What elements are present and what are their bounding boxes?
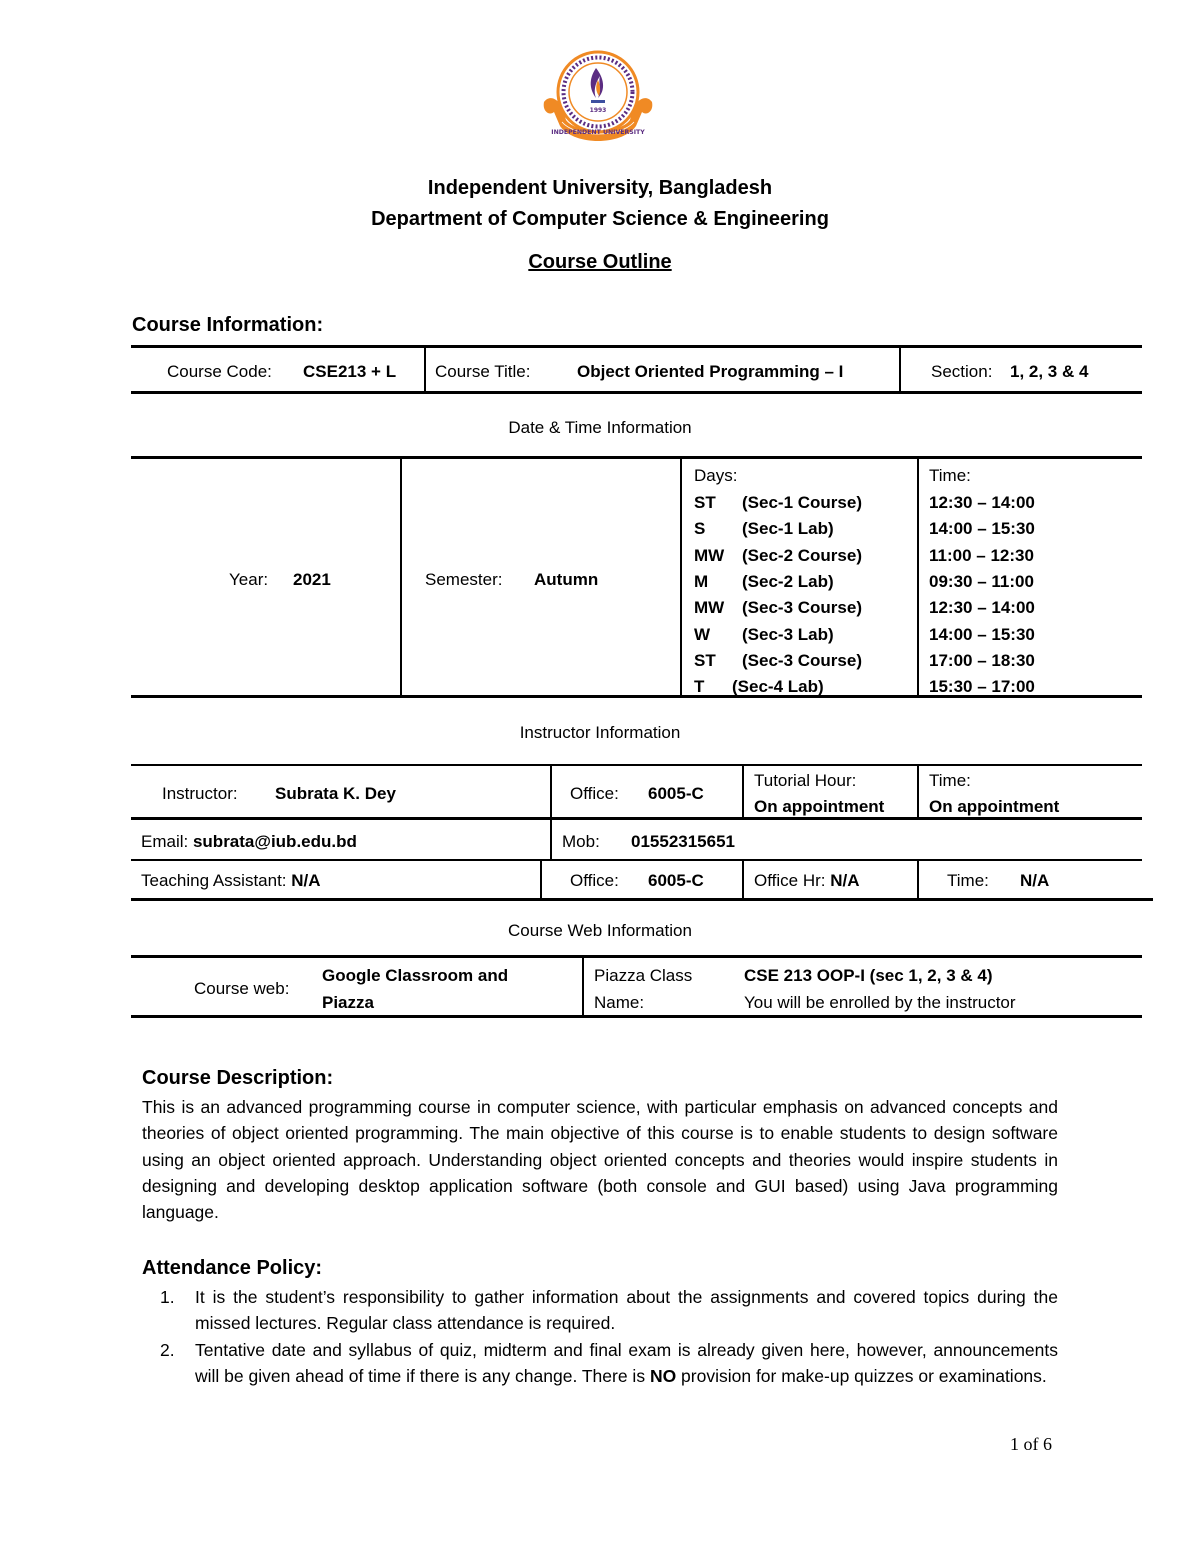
- course-title-value: Object Oriented Programming – I: [577, 362, 844, 381]
- university-name: Independent University, Bangladesh: [427, 177, 773, 199]
- ta-time-label: Time:: [947, 871, 989, 890]
- instructor-time-label: Time:: [929, 771, 971, 790]
- schedule-days: ST: [694, 493, 716, 512]
- instructor-time-value: On appointment: [929, 797, 1060, 816]
- schedule-time: 12:30 – 14:00: [929, 598, 1035, 618]
- ta-value: N/A: [291, 871, 321, 890]
- schedule-section: (Sec-1 Lab): [742, 519, 834, 539]
- instructor-heading: Instructor Information: [519, 723, 681, 742]
- course-description-heading: Course Description:: [142, 1067, 334, 1089]
- attendance-item-2-before: Tentative date and syllabus of quiz, midterm and final exam is already given here, however, announcements will be given ahead of time if there is any change. There is: [195, 1340, 1058, 1387]
- office-label: Office:: [570, 784, 619, 803]
- semester-label: Semester:: [425, 570, 503, 589]
- schedule-days: MW: [694, 545, 725, 565]
- ta-office-label: Office:: [570, 871, 619, 890]
- email-row: [141, 832, 357, 852]
- schedule-days: T: [694, 677, 705, 697]
- ta-time-value: N/A: [1020, 871, 1050, 890]
- schedule-days: S: [694, 519, 706, 539]
- schedule-section: (Sec-3 Lab): [742, 624, 834, 644]
- datetime-heading: Date & Time Information: [508, 418, 692, 437]
- schedule-time: 15:30 – 17:00: [929, 677, 1035, 697]
- instructor-name: Subrata K. Dey: [275, 784, 396, 803]
- course-web-value-line1[interactable]: Google Classroom and: [322, 966, 509, 985]
- ta-row: [141, 871, 321, 891]
- university-logo: [536, 50, 660, 146]
- schedule-section: (Sec-3 Course): [742, 650, 862, 670]
- attendance-item-1-num: 1.: [160, 1287, 175, 1307]
- attendance-item-2-text: [195, 1337, 1058, 1390]
- ta-label: Teaching Assistant:: [141, 871, 287, 890]
- mob-label: Mob:: [562, 832, 600, 851]
- document-title: Course Outline: [528, 251, 672, 273]
- course-code-label: Course Code:: [167, 362, 272, 381]
- course-info-heading: Course Information:: [132, 314, 324, 336]
- schedule-days: ST: [694, 650, 716, 670]
- schedule-time: 17:00 – 18:30: [929, 650, 1035, 670]
- piazza-enroll-note: You will be enrolled by the instructor: [744, 993, 1016, 1012]
- course-code-value: CSE213 + L: [303, 362, 397, 381]
- course-web-value-line2[interactable]: Piazza: [322, 993, 374, 1012]
- email-value[interactable]: subrata@iub.edu.bd: [192, 832, 357, 851]
- attendance-item-1-text: It is the student’s responsibility to gather information about the assignments and covered topics during the missed lectures. Regular class attendance is required.: [195, 1287, 1058, 1334]
- year-value: 2021: [293, 570, 331, 589]
- course-web-heading: Course Web Information: [508, 921, 692, 940]
- piazza-label-line2: Name:: [594, 993, 645, 1012]
- schedule-section: (Sec-3 Course): [742, 598, 862, 618]
- piazza-class-value[interactable]: CSE 213 OOP-I (sec 1, 2, 3 & 4): [744, 966, 993, 985]
- year-label: Year:: [229, 570, 269, 589]
- schedule-section: (Sec-1 Course): [742, 493, 862, 512]
- office-hr-value: N/A: [830, 871, 860, 890]
- course-web-label: Course web:: [194, 979, 290, 998]
- mob-value: 01552315651: [631, 832, 736, 851]
- logo-banner-text: INDEPENDENT UNIVERSITY: [551, 129, 645, 136]
- time-label: Time:: [929, 466, 971, 485]
- office-hr-row: [754, 871, 860, 891]
- days-label: Days:: [694, 466, 738, 485]
- piazza-label-line1: Piazza Class: [594, 966, 693, 985]
- section-label: Section:: [931, 362, 993, 381]
- office-hr-label: Office Hr:: [754, 871, 826, 890]
- schedule-section: (Sec-2 Lab): [742, 571, 834, 591]
- schedule-time: 09:30 – 11:00: [929, 571, 1034, 591]
- logo-emblem-icon: [536, 50, 660, 146]
- schedule-days: W: [694, 624, 711, 644]
- attendance-item-2-num: 2.: [160, 1340, 175, 1360]
- instructor-label: Instructor:: [162, 784, 238, 803]
- logo-year: 1993: [589, 107, 607, 114]
- schedule-days: MW: [694, 598, 725, 618]
- section-value: 1, 2, 3 & 4: [1010, 362, 1089, 381]
- schedule-section: (Sec-4 Lab): [732, 677, 824, 697]
- tutorial-hour-label: Tutorial Hour:: [754, 771, 857, 790]
- attendance-item-2-emphasis: NO: [649, 1366, 677, 1387]
- office-value: 6005-C: [648, 784, 704, 803]
- semester-value: Autumn: [534, 570, 599, 589]
- schedule-time: 12:30 – 14:00: [929, 493, 1035, 512]
- course-description-text: This is an advanced programming course in computer science, with particular emphasis on advanced concepts and theories of object oriented programming. The main objective of this course is to enable students to design software using an object oriented approach. Understanding object oriented concepts and theories would inspire students in designing and developing desktop application software (both console and GUI based) using Java programming language.: [142, 1097, 1058, 1223]
- course-title-label: Course Title:: [435, 362, 531, 381]
- page-number: 1 of 6: [1010, 1434, 1052, 1454]
- department-name: Department of Computer Science & Engineering: [371, 208, 829, 230]
- schedule-time: 14:00 – 15:30: [929, 624, 1035, 644]
- tutorial-hour-value: On appointment: [754, 797, 885, 816]
- attendance-item-2-after: provision for make-up quizzes or examinations.: [676, 1366, 1047, 1387]
- email-label: Email:: [141, 832, 189, 851]
- schedule-section: (Sec-2 Course): [742, 545, 862, 565]
- attendance-heading: Attendance Policy:: [142, 1257, 323, 1279]
- schedule-days: M: [694, 571, 709, 591]
- ta-office-value: 6005-C: [648, 871, 704, 890]
- schedule-time: 11:00 – 12:30: [929, 545, 1034, 565]
- schedule-time: 14:00 – 15:30: [929, 519, 1035, 539]
